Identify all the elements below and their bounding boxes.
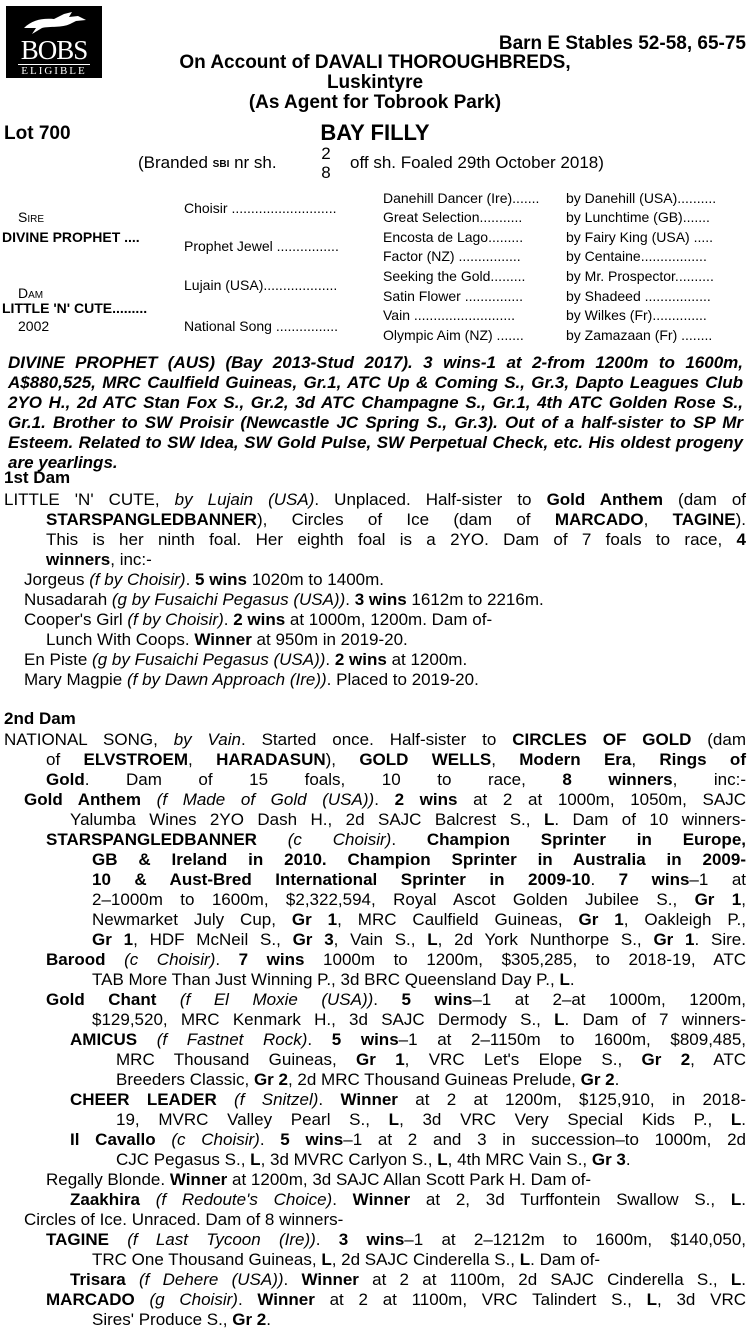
text-segment: Sires' Produce S., [92,1310,233,1329]
text-segment: , 3d VRC Very Special Kids P., [399,1110,731,1129]
first-dam-line [46,630,408,650]
text-segment: Barood [46,950,106,969]
first-dam-line [4,490,746,510]
text-segment: Gr 1 [356,1050,405,1069]
second-dam-line [46,770,746,790]
second-dam-line [46,950,746,970]
text-segment: . [325,650,335,669]
pedigree-col2-3: National Song ................ [184,318,339,334]
text-segment: (g Choisir) [134,1290,238,1309]
pedigree-col4-7: by Zamazaan (Fr) ........ [566,327,713,343]
text-segment: 5 wins [195,570,247,589]
text-segment: (dam of [662,490,746,509]
text-segment: at 1200m. [386,650,468,669]
text-segment: Gr 1 [291,910,338,929]
first-dam-line [24,670,479,690]
text-segment: , inc:- [672,770,746,789]
text-segment: Cooper's Girl [24,610,128,629]
text-segment: Gr 1 [653,930,695,949]
text-segment: , Oakleigh P., [623,910,747,929]
text-segment: MARCADO [46,1290,135,1309]
text-segment: L [321,1250,332,1269]
text-segment: Newmarket July Cup, [92,910,292,929]
pedigree-col2-1: Prophet Jewel ................ [184,238,339,254]
text-segment: Champion Sprinter in Europe, [426,830,746,849]
pedigree-col4-0: by Danehill (USA).......... [566,190,717,206]
second-dam-line [46,990,746,1010]
text-segment: at 1200m, 3d SAJC Allan Scott Park H. Dam of- [227,1170,592,1189]
account-line-2: Luskintyre [326,72,424,93]
text-segment: Gr 3 [292,930,334,949]
text-segment: Gr 2 [641,1050,691,1069]
text-segment: at 2 at 1200m, $125,910, in 2018- [397,1090,746,1109]
text-segment: , 4th MRC Vain S., [447,1150,592,1169]
text-segment: 2 wins [334,650,387,669]
text-segment: 5 wins [401,990,473,1009]
second-dam-line [70,1270,746,1290]
text-segment: 5 wins [280,1130,344,1149]
text-segment: by Lujain (USA) [174,490,315,509]
pedigree-col3-6: Vain .......................... [383,307,516,323]
text-segment: Circles of Ice. Unraced. Dam of 8 winners- [24,1210,344,1229]
text-segment: 1020m to 1400m. [246,570,385,589]
text-segment: 1612m to 2216m. [406,590,544,609]
second-dam-line [92,1010,746,1030]
text-segment: TAB More Than Just Winning P., 3d BRC Queensland Day P., [92,970,560,989]
text-segment: , [491,750,520,769]
text-segment: . [373,990,402,1009]
text-segment: 1000m to 1200m, $305,285, to 2018-19, ATC [304,950,747,969]
text-segment: HARADASUN [216,750,326,769]
text-segment: (f El Moxie (USA)) [156,990,374,1009]
second-dam-line [46,1170,591,1190]
text-segment: NATIONAL SONG, [4,730,174,749]
text-segment: STARSPANGLEDBANNER [46,830,257,849]
text-segment: Jorgeus [24,570,90,589]
text-segment: Nusadarah [24,590,112,609]
pedigree-col3-3: Factor (NZ) ................ [383,248,521,264]
text-segment: MARCADO [554,510,644,529]
text-segment: L [730,1270,742,1289]
pedigree-col4-6: by Wilkes (Fr).............. [566,307,707,323]
text-segment: L [730,1190,742,1209]
pedigree-col2-0: Choisir ........................... [184,200,337,216]
text-segment: . [625,1150,631,1169]
text-segment: CIRCLES OF GOLD [512,730,692,749]
account-line-3: (As Agent for Tobrook Park) [248,92,502,113]
second-dam-line [70,810,746,830]
text-segment: . [741,1110,746,1129]
text-segment: , [631,750,660,769]
pedigree-col3-7: Olympic Aim (NZ) ....... [383,327,524,343]
text-segment: (f by Choisir) [89,570,186,589]
text-segment: 8 winners [562,770,673,789]
text-segment: . [332,1190,353,1209]
text-segment: at 1000m, 1200m. Dam of- [285,610,493,629]
text-segment: STARSPANGLEDBANNER [46,510,257,529]
text-segment: 7 wins [618,870,690,889]
text-segment: . [223,610,234,629]
second-dam-line [116,1070,619,1090]
text-segment: Winner [194,630,252,649]
text-segment: of [46,750,84,769]
text-segment: Gr 2 [232,1310,267,1329]
text-segment: . Sire. [694,930,746,949]
text-segment: L [646,1290,658,1309]
text-segment: . [741,1190,746,1209]
text-segment: , VRC Let's Elope S., [404,1050,642,1069]
second-dam-line [92,850,746,870]
brand-line [138,144,604,182]
second-dam-line [92,870,746,890]
text-segment: Il Cavallo [70,1130,156,1149]
brand-after: off sh. Foaled 29th October 2018) [350,153,604,172]
pedigree-col4-1: by Lunchtime (GB)....... [566,209,710,225]
text-segment: Lunch With Coops. [46,630,195,649]
sire-label: Sire [18,209,45,225]
first-dam-heading: 1st Dam [4,468,71,487]
text-segment: 4 [736,530,746,549]
lot-number: Lot 700 [4,123,71,144]
text-segment: –1 at 2 and 3 in succession–to 1000m, 2d [343,1130,747,1149]
text-segment: Rings of [659,750,746,769]
text-segment: . [307,1030,332,1049]
text-segment: , Vain S., [333,930,428,949]
second-dam-line [46,1290,746,1310]
text-segment: . Unplaced. Half-sister to [314,490,547,509]
text-segment: (f Snitzel) [216,1090,319,1109]
brand-num: 2 [321,144,331,163]
text-segment: Breeders Classic, [116,1070,254,1089]
text-segment: L [519,1250,531,1269]
text-segment: , [741,890,746,909]
text-segment: Winner [340,1090,398,1109]
pedigree-col3-4: Seeking the Gold......... [383,268,526,284]
pedigree-col4-2: by Fairy King (USA) ..... [566,229,714,245]
text-segment: . [569,970,575,989]
text-segment: at 2 at 1000m, 1050m, SAJC [457,790,746,809]
text-segment: . [237,1290,258,1309]
first-dam-line [24,650,467,670]
text-segment: . [283,1270,302,1289]
second-dam-line [92,930,746,950]
text-segment: AMICUS [70,1030,138,1049]
text-segment: –1 at 2–1150m to 1600m, $809,485, [398,1030,747,1049]
text-segment: L [543,810,555,829]
text-segment: TAGINE [672,510,736,529]
text-segment: (f Last Tycoon (Ire)) [108,1230,316,1249]
second-dam-line [116,1050,746,1070]
text-segment: $129,520, MRC Kenmark H., 3d SAJC Dermody S., [92,1010,555,1029]
pedigree-col3-2: Encosta de Lago......... [383,229,524,245]
text-segment: 2 wins [394,790,458,809]
text-segment: 19, MVRC Valley Pearl S., [116,1110,389,1129]
text-segment: . [391,830,427,849]
text-segment: Gr 3 [591,1150,626,1169]
text-segment: L [427,930,438,949]
text-segment: (dam [691,730,746,749]
text-segment: L [554,1010,565,1029]
text-segment: GB & Ireland in 2010. Champion Sprinter in Australia in 2009- [92,850,746,869]
text-segment: . Dam of 15 foals, 10 to race, [84,770,563,789]
text-segment: 7 wins [238,950,305,969]
text-segment: Gold [46,770,85,789]
horse-icon [20,10,90,36]
brand-before: (Branded [138,153,208,172]
text-segment: (f by Choisir) [127,610,224,629]
text-segment: at 2 at 1100m, 2d SAJC Cinderella S., [358,1270,731,1289]
text-segment: . [215,950,239,969]
page-title: BAY FILLY [320,120,430,145]
text-segment: , 2d MRC Thousand Guineas Prelude, [287,1070,581,1089]
second-dam-line [92,890,746,910]
text-segment: (c Choisir) [256,830,392,849]
second-dam-line [92,1250,600,1270]
pedigree-col2-2: Lujain (USA)................... [184,277,338,293]
text-segment: CJC Pegasus S., [116,1150,251,1169]
pedigree-col4-5: by Shadeed ................. [566,288,711,304]
text-segment: . [374,790,395,809]
text-segment: Regally Blonde. [46,1170,170,1189]
text-segment: Gr 2 [580,1070,615,1089]
first-dam-line [46,530,746,550]
text-segment: , 3d VRC [657,1290,747,1309]
dam-label: Dam [18,285,44,301]
account-line-1: On Account of DAVALI THOROUGHBREDS, [179,52,571,73]
text-segment: 3 wins [338,1230,405,1249]
text-segment: . [315,1230,339,1249]
text-segment: This is her ninth foal. Her eighth foal is a 2YO. Dam of 7 foals to race, [46,530,737,549]
text-segment: (c Choisir) [155,1130,260,1149]
pedigree-col3-1: Great Selection........... [383,209,523,225]
text-segment: 5 wins [331,1030,399,1049]
second-dam-line [92,970,575,990]
pedigree-col3-5: Satin Flower ............... [383,288,524,304]
second-dam-heading: 2nd Dam [4,709,76,728]
text-segment: , 3d MVRC Carlyon S., [260,1150,438,1169]
text-segment: –1 at 2–1212m to 1600m, $140,050, [404,1230,747,1249]
pedigree-col4-3: by Centaine................. [566,248,707,264]
dam-name: LITTLE 'N' CUTE......... [2,300,148,316]
text-segment: Trisara [70,1270,126,1289]
brand-mark: SBI [212,159,230,170]
text-segment: Gr 1 [92,930,134,949]
text-segment: at 2, 3d Turffontein Swallow S., [410,1190,731,1209]
text-segment: , inc:- [110,550,152,569]
text-segment: En Piste [24,650,93,669]
text-segment: Winner [257,1290,315,1309]
text-segment: at 2 at 1100m, VRC Talindert S., [314,1290,647,1309]
text-segment: (f Dehere (USA)) [125,1270,284,1289]
text-segment: Modern Era [519,750,632,769]
text-segment: at 950m in 2019-20. [251,630,408,649]
second-dam-line [46,1230,746,1250]
text-segment: . [741,1270,747,1289]
text-segment: ELVSTROEM [83,750,189,769]
stables-location: Barn E Stables 52-58, 65-75 [498,33,746,54]
text-segment: , MRC Caulfield Guineas, [337,910,579,929]
text-segment: , 2d York Nunthorpe S., [437,930,654,949]
second-dam-line [24,1210,343,1230]
text-segment: (g by Fusaichi Pegasus (USA)) [92,650,326,669]
text-segment: 3 wins [354,590,407,609]
text-segment: Gold Anthem [24,790,142,809]
text-segment: Yalumba Wines 2YO Dash H., 2d SAJC Balcrest S., [70,810,544,829]
text-segment: (f Redoute's Choice) [139,1190,333,1209]
text-segment: ). [735,510,746,529]
text-segment: (f Made of Gold (USA)) [141,790,375,809]
pedigree-col4-4: by Mr. Prospector.......... [566,268,714,284]
second-dam-line [70,1090,746,1110]
text-segment: . [185,570,196,589]
text-segment: winners [46,550,111,569]
text-segment: L [388,1110,400,1129]
brand-fraction [316,144,336,182]
text-segment: L [730,1110,742,1129]
text-segment: TRC One Thousand Guineas, [92,1250,322,1269]
logo-line1: BOBS [20,35,88,65]
text-segment: , ATC [690,1050,747,1069]
text-segment: by Vain [173,730,241,749]
second-dam-line [116,1150,631,1170]
text-segment: , HDF McNeil S., [133,930,293,949]
text-segment: –1 at [689,870,747,889]
text-segment: 10 & Aust-Bred International Sprinter in 2009-10 [92,870,591,889]
text-segment: Winner [169,1170,228,1189]
logo-line2: ELIGIBLE [18,64,90,77]
text-segment: L [559,970,570,989]
text-segment: . Started once. Half-sister to [240,730,513,749]
text-segment: . Placed to 2019-20. [326,670,479,689]
second-dam-line [70,1190,746,1210]
text-segment: –1 at 2–at 1000m, 1200m, [472,990,746,1009]
second-dam-line [46,750,746,770]
second-dam-line [92,1310,271,1330]
text-segment: GOLD WELLS [359,750,492,769]
second-dam-line [46,830,746,850]
text-segment: . [614,1070,620,1089]
text-segment: (g by Fusaichi Pegasus (USA)) [111,590,346,609]
text-segment: ), [325,750,360,769]
sire-summary: DIVINE PROPHET (AUS) (Bay 2013-Stud 2017). 3 wins-1 at 2-from 1200m to 1600m, A$880,525, MRC Caulfield Guineas, Gr.1, ATC Up & Coming S., Gr.3, Dapto Leagues Club 2YO H., 2d ATC Stan Fox S., Gr.2, 3d ATC Champagne S., Gr.1, 4th ATC Golden Rose S., Gr.1. Brother to SW Proisir (Newcastle JC Spring S., Gr.3). Out of a half-sister to SP Mr Esteem. Related to SW Idea, SW Gold Pulse, SW Perpetual Check, etc. His oldest progeny are yearlings. [8,353,743,472]
text-segment: . Dam of- [530,1250,601,1269]
text-segment: (f by Dawn Approach (Ire)) [126,670,327,689]
text-segment: , 2d SAJC Cinderella S., [331,1250,520,1269]
text-segment: LITTLE 'N' CUTE, [4,490,175,509]
first-dam-line [46,550,152,570]
text-segment: . Dam of 10 winners- [554,810,746,829]
text-segment: 2–1000m to 1600m, $2,322,594, Royal Ascot Golden Jubilee S., [92,890,695,909]
text-segment: Winner [352,1190,411,1209]
pedigree-col3-0: Danehill Dancer (Ire)....... [383,190,540,206]
text-segment: L [250,1150,261,1169]
text-segment: Mary Magpie [24,670,127,689]
second-dam-line [70,1130,746,1150]
text-segment: . [345,590,355,609]
text-segment: 2 wins [233,610,286,629]
text-segment: . [266,1310,272,1329]
text-segment: Gr 1 [578,910,624,929]
text-segment: Gr 2 [253,1070,288,1089]
text-segment: Gold Anthem [546,490,663,509]
text-segment: . Dam of 7 winners- [564,1010,746,1029]
brand-mid: nr sh. [234,153,277,172]
text-segment: L [437,1150,448,1169]
dam-year: 2002 [18,318,50,334]
text-segment: CHEER LEADER [70,1090,217,1109]
first-dam-line [24,610,492,630]
text-segment: Winner [301,1270,359,1289]
text-segment: TAGINE [46,1230,109,1249]
brand-den: 8 [321,163,331,182]
text-segment: , [188,750,217,769]
text-segment: Gold Chant [46,990,157,1009]
second-dam-line [92,910,746,930]
second-dam-line [24,790,746,810]
first-dam-line [24,570,384,590]
text-segment: Zaakhira [70,1190,140,1209]
sire-name: DIVINE PROPHET .... [2,229,140,245]
first-dam-line [24,590,544,610]
text-segment: . [259,1130,281,1149]
text-segment: . [590,870,619,889]
second-dam-line [116,1110,746,1130]
text-segment: Gr 1 [694,890,742,909]
text-segment: . [318,1090,341,1109]
text-segment: ), Circles of Ice (dam of [256,510,555,529]
first-dam-line [46,510,746,530]
second-dam-line [70,1030,746,1050]
text-segment: MRC Thousand Guineas, [116,1050,357,1069]
text-segment: , [643,510,673,529]
text-segment: (f Fastnet Rock) [137,1030,308,1049]
text-segment: (c Choisir) [105,950,216,969]
second-dam-line [4,730,746,750]
